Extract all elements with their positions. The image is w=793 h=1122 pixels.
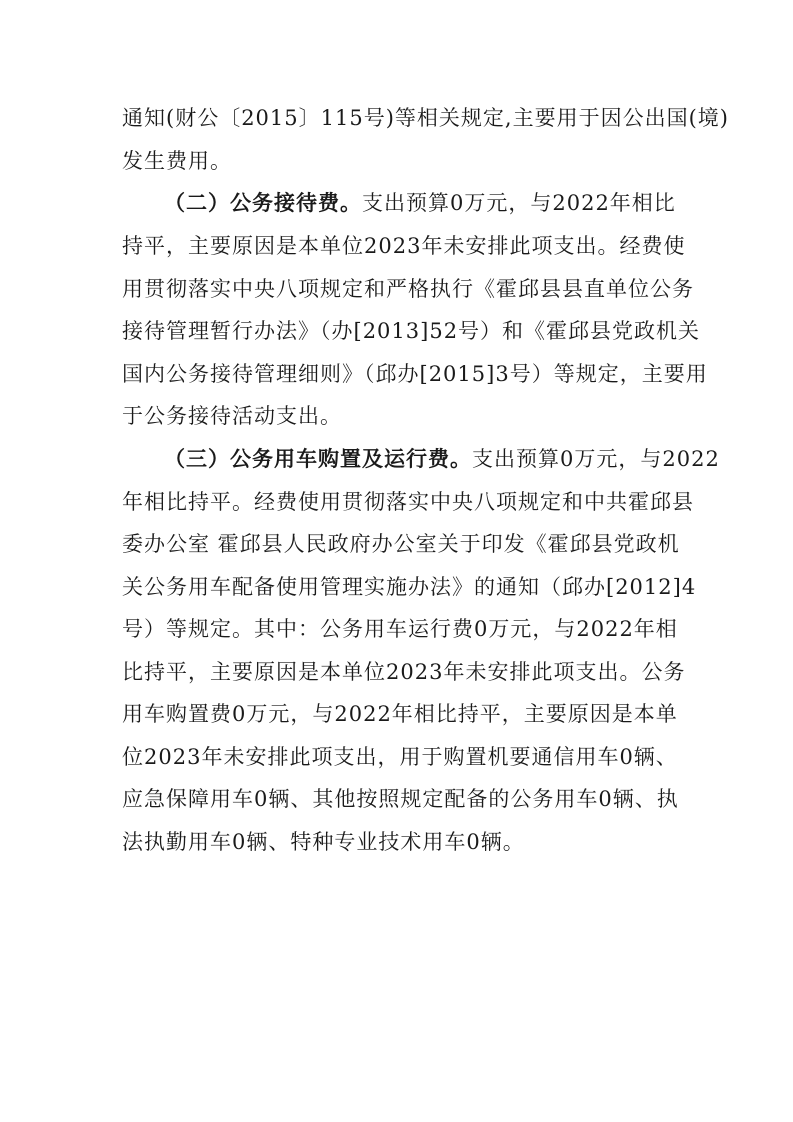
paragraph-line-with-heading [164,439,720,479]
text-line: 委办公室 霍邱县人民政府办公室关于印发《霍邱县党政机 [122,532,680,556]
text-line: 年相比持平。经费使用贯彻落实中央八项规定和中共霍邱县 [122,490,694,514]
section-heading-vehicles: （三）公务用车购置及运行费。 [164,446,472,471]
text-line: 用车购置费0万元，与2022年相比持平，主要原因是本单 [122,702,678,726]
text-segment: 支出预算0万元，与2022年相比 [362,191,676,215]
text-line: 关公务用车配备使用管理实施办法》的通知（邱办[2012]4 [122,575,697,599]
text-segment: 支出预算0万元，与2022 [472,447,720,471]
text-line: 接待管理暂行办法》（办[2013]52号）和《霍邱县党政机关 [122,319,701,343]
paragraph-line-with-heading [164,183,674,223]
text-line: 号）等规定。其中：公务用车运行费0万元，与2022年相 [122,617,678,641]
section-heading-reception: （二）公务接待费。 [164,190,362,215]
text-line: 法执勤用车0辆、特种专业技术用车0辆。 [122,830,525,854]
text-line: 比持平，主要原因是本单位2023年未安排此项支出。公务 [122,660,686,684]
text-line: 发生费用。 [122,149,232,173]
text-line: 国内公务接待管理细则》（邱办[2015]3号）等规定，主要用 [122,362,708,386]
text-line: 持平，主要原因是本单位2023年未安排此项支出。经费使 [122,234,686,258]
text-line: 用贯彻落实中央八项规定和严格执行《霍邱县县直单位公务 [122,277,694,301]
text-line: 通知(财公〔2015〕115号)等相关规定,主要用于因公出国(境) [122,106,729,130]
text-line: 应急保障用车0辆、其他按照规定配备的公务用车0辆、执 [122,787,679,811]
text-line: 于公务接待活动支出。 [122,404,342,428]
text-line: 位2023年未安排此项支出，用于购置机要通信用车0辆、 [122,745,678,769]
